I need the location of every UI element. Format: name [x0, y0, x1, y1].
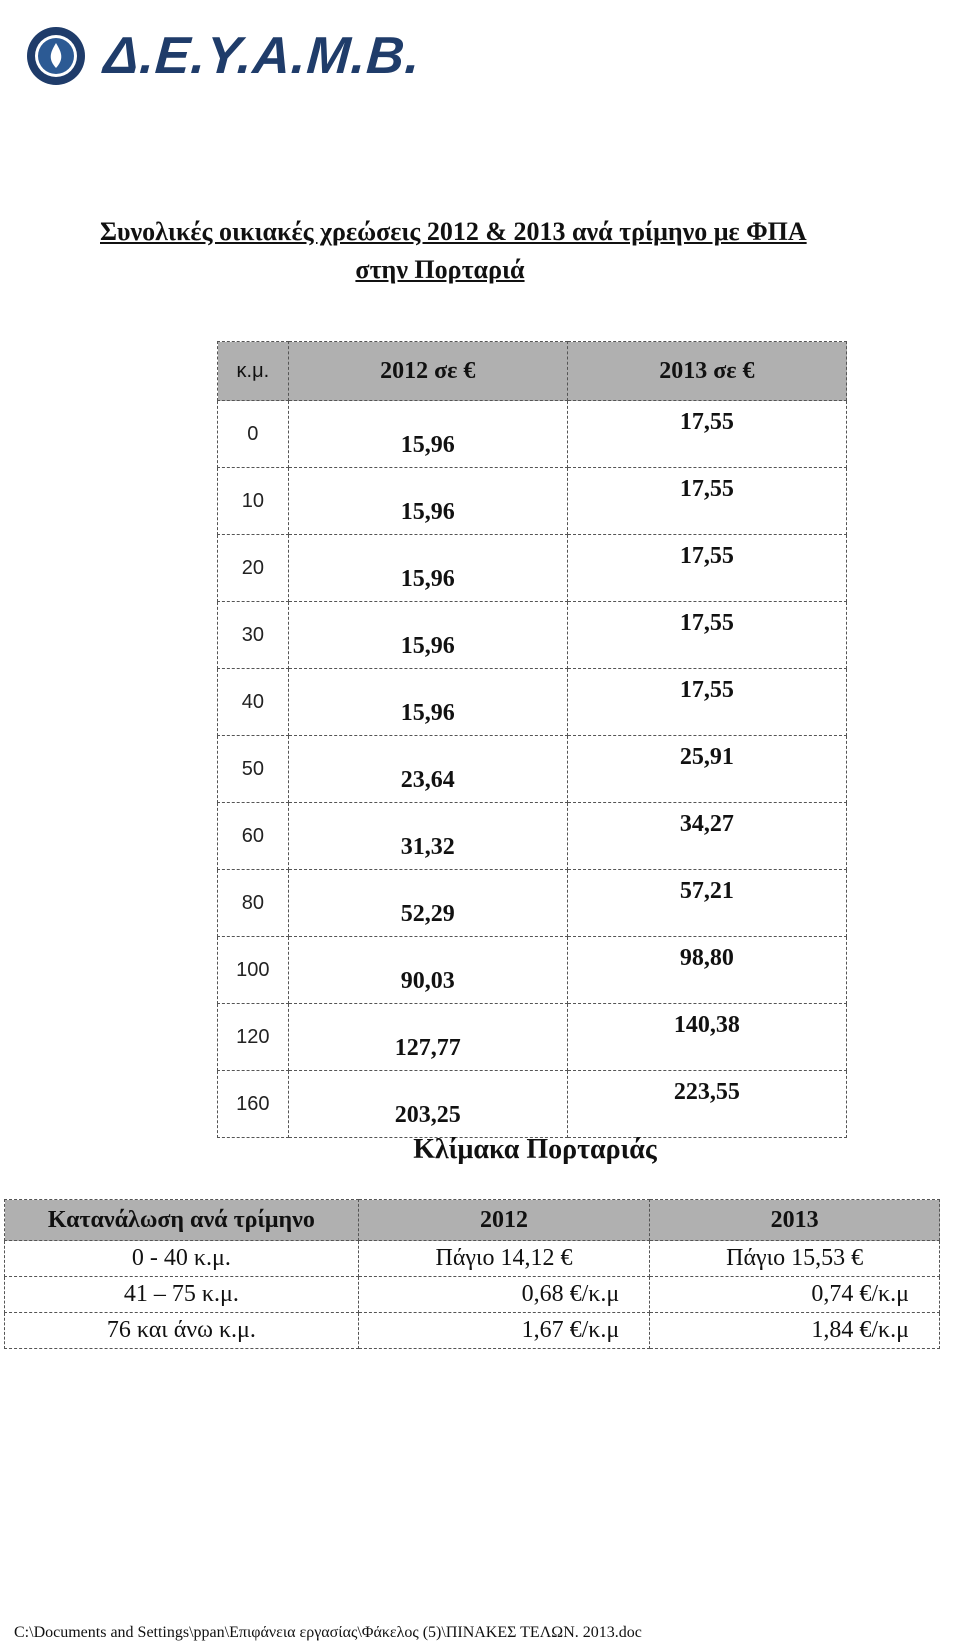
value-2012-cell: 15,96 [288, 535, 567, 602]
value-2012-cell: 52,29 [288, 870, 567, 937]
qty-cell: 20 [218, 535, 289, 602]
header-2013: 2013 [650, 1200, 940, 1241]
value-2013-cell: 17,55 [567, 468, 846, 535]
rate-2012-cell: 1,67 €/κ.μ [358, 1313, 650, 1349]
table-row [218, 669, 847, 736]
value-2013-cell: 17,55 [567, 602, 846, 669]
rate-2013-cell: 0,74 €/κ.μ [650, 1277, 940, 1313]
qty-cell: 120 [218, 1004, 289, 1071]
logo [26, 26, 421, 86]
charges-header-row [218, 342, 847, 401]
file-path-footer: C:\Documents and Settings\ppan\Επιφάνεια εργασίας\Φάκελος (5)\ΠΙΝΑΚΕΣ ΤΕΛΩΝ. 2013.doc [14, 1624, 642, 1641]
value-2012-cell: 15,96 [288, 669, 567, 736]
table-row [218, 1071, 847, 1138]
scale-header-row [5, 1200, 940, 1241]
qty-cell: 10 [218, 468, 289, 535]
range-cell: 76 και άνω κ.μ. [5, 1313, 359, 1349]
title-line-2: στην Πορταριά [355, 255, 525, 284]
seal-icon [26, 26, 86, 86]
rate-2013-cell: Πάγιο 15,53 € [650, 1241, 940, 1277]
value-2013-cell: 17,55 [567, 669, 846, 736]
qty-cell: 50 [218, 736, 289, 803]
rate-2012-cell: Πάγιο 14,12 € [358, 1241, 650, 1277]
value-2013-cell: 25,91 [567, 736, 846, 803]
table-row [218, 870, 847, 937]
value-2013-cell: 17,55 [567, 401, 846, 468]
header-2013: 2013 σε € [567, 342, 846, 401]
logo-text: Δ.Ε.Υ.Α.Μ.Β. [101, 27, 423, 85]
table-row [218, 1004, 847, 1071]
scale-table [4, 1199, 940, 1349]
value-2012-cell: 127,77 [288, 1004, 567, 1071]
title-line-1: Συνολικές οικιακές χρεώσεις 2012 & 2013 ανά τρίμηνο με ΦΠΑ [100, 217, 807, 246]
range-cell: 41 – 75 κ.μ. [5, 1277, 359, 1313]
value-2012-cell: 23,64 [288, 736, 567, 803]
table-row [218, 401, 847, 468]
qty-cell: 40 [218, 669, 289, 736]
table-row [218, 602, 847, 669]
value-2012-cell: 90,03 [288, 937, 567, 1004]
page-title [100, 213, 960, 289]
table-row [218, 535, 847, 602]
value-2013-cell: 98,80 [567, 937, 846, 1004]
qty-cell: 60 [218, 803, 289, 870]
table-row [5, 1277, 940, 1313]
table-row [218, 937, 847, 1004]
table-row [218, 736, 847, 803]
table-row [218, 468, 847, 535]
qty-cell: 30 [218, 602, 289, 669]
header-consumption: Κατανάλωση ανά τρίμηνο [5, 1200, 359, 1241]
qty-cell: 80 [218, 870, 289, 937]
header-2012: 2012 σε € [288, 342, 567, 401]
table-row [218, 803, 847, 870]
value-2013-cell: 17,55 [567, 535, 846, 602]
value-2012-cell: 31,32 [288, 803, 567, 870]
qty-cell: 160 [218, 1071, 289, 1138]
value-2012-cell: 203,25 [288, 1071, 567, 1138]
value-2012-cell: 15,96 [288, 401, 567, 468]
charges-table [217, 341, 847, 1138]
value-2013-cell: 223,55 [567, 1071, 846, 1138]
value-2012-cell: 15,96 [288, 468, 567, 535]
table-row [5, 1241, 940, 1277]
value-2013-cell: 140,38 [567, 1004, 846, 1071]
qty-cell: 0 [218, 401, 289, 468]
value-2012-cell: 15,96 [288, 602, 567, 669]
header-qty: κ.μ. [218, 342, 289, 401]
range-cell: 0 - 40 κ.μ. [5, 1241, 359, 1277]
rate-2012-cell: 0,68 €/κ.μ [358, 1277, 650, 1313]
qty-cell: 100 [218, 937, 289, 1004]
scale-title: Κλίμακα Πορταριάς [413, 1134, 657, 1165]
value-2013-cell: 57,21 [567, 870, 846, 937]
header-2012: 2012 [358, 1200, 650, 1241]
rate-2013-cell: 1,84 €/κ.μ [650, 1313, 940, 1349]
table-row [5, 1313, 940, 1349]
value-2013-cell: 34,27 [567, 803, 846, 870]
